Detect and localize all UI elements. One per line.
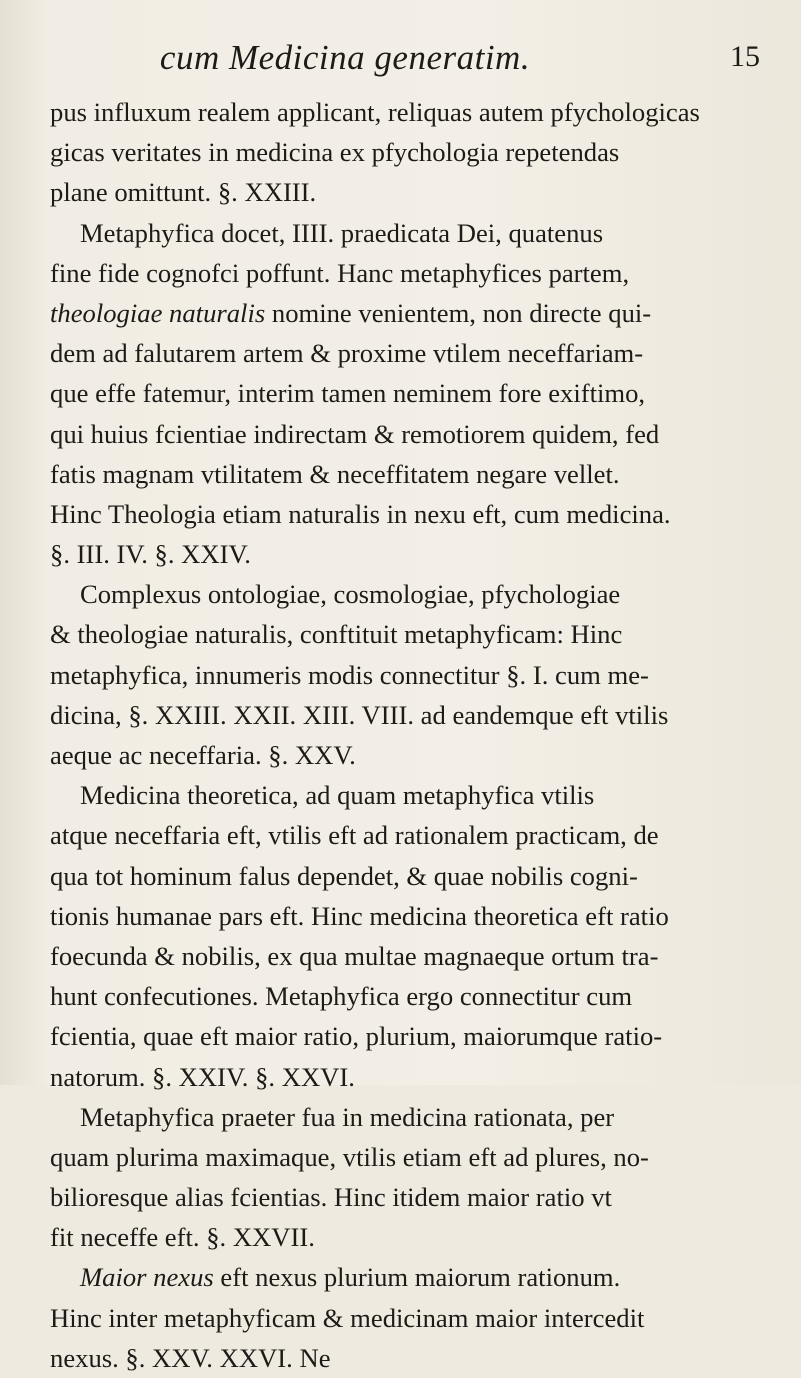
text-line: nexus. §. XXV. XXVI. Ne: [50, 1342, 331, 1373]
text-line: fit neceffe eft. §. XXVII.: [50, 1222, 315, 1253]
text-line: qui huius fcientiae indirectam & remotiorem quidem, fed: [50, 418, 660, 449]
italic-term: theologiae naturalis: [50, 297, 266, 328]
text-segment: nomine venientem, non directe qui-: [265, 297, 652, 328]
text-line: fatis magnam vtilitatem & neceffitatem negare vellet.: [50, 458, 620, 489]
text-line: dicina, §. XXIII. XXII. XIII. VIII. ad eandemque eft vtilis: [50, 699, 669, 730]
text-line: Medicina theoretica, ad quam metaphyfica vtilis: [80, 780, 595, 811]
text-line: foecunda & nobilis, ex qua multae magnaeque ortum tra-: [50, 940, 659, 971]
text-line: & theologiae naturalis, conftituit metaphyficam: Hinc: [50, 619, 623, 650]
text-line: Metaphyfica praeter fua in medicina rationata, per: [80, 1101, 615, 1132]
italic-term: Maior nexus: [80, 1262, 214, 1293]
text-line: gicas veritates in medicina ex pfychologia repetendas: [50, 137, 620, 168]
text-line: [50, 293, 790, 333]
text-line: natorum. §. XXIV. §. XXVI.: [50, 1061, 355, 1092]
text-line: plane omittunt. §. XXIII.: [50, 177, 317, 208]
text-line: fine fide cognofci poffunt. Hanc metaphyfices partem,: [50, 257, 630, 288]
text-line: §. III. IV. §. XXIV.: [50, 539, 251, 570]
text-line: bilioresque alias fcientias. Hinc itidem maior ratio vt: [50, 1182, 612, 1213]
text-line: quam plurima maximaque, vtilis etiam eft ad plures, no-: [50, 1141, 649, 1172]
text-line: fcientia, quae eft maior ratio, plurium, maiorumque ratio-: [50, 1021, 663, 1052]
text-line: Hinc inter metaphyficam & medicinam maior intercedit: [50, 1302, 645, 1333]
text-line: Metaphyfica docet, IIII. praedicata Dei, quatenus: [80, 217, 604, 248]
text-line: tionis humanae pars eft. Hinc medicina theoretica eft ratio: [50, 900, 669, 931]
page-header: [0, 34, 801, 84]
page-number: 15: [730, 40, 760, 73]
text-line: [50, 1257, 790, 1297]
running-title: cum Medicina generatim.: [159, 38, 531, 77]
text-line: qua tot hominum falus dependet, & quae nobilis cogni-: [50, 860, 638, 891]
text-segment: eft nexus plurium maiorum rationum.: [213, 1262, 621, 1293]
text-line: dem ad falutarem artem & proxime vtilem neceffariam-: [50, 338, 644, 369]
text-line: Complexus ontologiae, cosmologiae, pfychologiae: [80, 579, 621, 610]
text-line: aeque ac neceffaria. §. XXV.: [50, 740, 356, 770]
text-line: hunt confecutiones. Metaphyfica ergo connectitur cum: [50, 981, 633, 1012]
text-line: metaphyfica, innumeris modis connectitur §. I. cum me-: [50, 659, 649, 690]
text-line: pus influxum realem applicant, reliquas autem pfychologicas: [50, 97, 700, 127]
text-line: atque neceffaria eft, vtilis eft ad rationalem practicam, de: [50, 820, 659, 851]
text-line: Hinc Theologia etiam naturalis in nexu eft, cum medicina.: [50, 498, 671, 529]
body-text: [50, 92, 790, 1378]
text-line: que effe fatemur, interim tamen neminem fore exiftimo,: [50, 378, 646, 409]
